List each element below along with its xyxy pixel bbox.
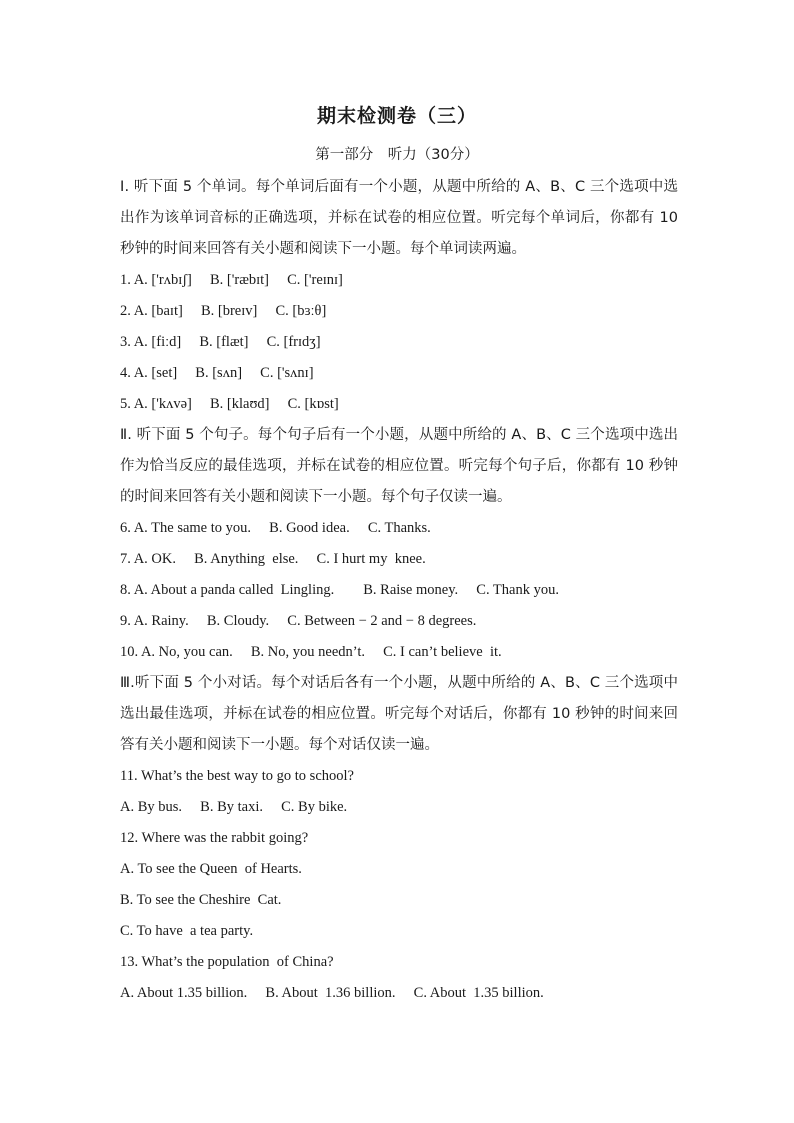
question-3: 3. A. [fiːd] B. [flæt] C. [frɪdʒ] xyxy=(120,334,321,350)
question-13: 13. What’s the population of China? xyxy=(120,954,334,970)
question-10: 10. A. No, you can. B. No, you needn’t. C. I can’t believe it. xyxy=(120,644,502,660)
page-title: 期末检测卷（三） xyxy=(316,105,477,127)
question-1: 1. A. ['rʌbɪʃ] B. ['ræbɪt] C. ['reɪnɪ] xyxy=(120,272,343,288)
section-2-instruction: Ⅱ. 听下面 5 个句子。每个句子后有一个小题，从题中所给的 A、B、C 三个选项中选出作为恰当反应的最佳选项，并标在试卷的相应位置。听完每个句子后，你都有 10 秒钟的时间来回答有关小题和阅读下一小题。每个句子仅读一遍。 xyxy=(120,427,678,505)
question-8: 8. A. About a panda called Lingling. B. Raise money. C. Thank you. xyxy=(120,582,559,598)
question-5: 5. A. ['kʌvə] B. [klaʊd] C. [kɒst] xyxy=(120,396,339,412)
page-subtitle: 第一部分 听力（30分） xyxy=(315,147,479,163)
question-11-options: A. By bus. B. By taxi. C. By bike. xyxy=(120,799,348,815)
question-6: 6. A. The same to you. B. Good idea. C. Thanks. xyxy=(120,520,431,536)
exam-body xyxy=(120,172,678,1009)
section-3-instruction: Ⅲ.听下面 5 个小对话。每个对话后各有一个小题，从题中所给的 A、B、C 三个选项中选出最佳选项，并标在试卷的相应位置。听完每个对话后，你都有 10 秒钟的时间来回答有关小题和阅读下一小题。每个对话仅读一遍。 xyxy=(120,675,678,753)
question-12-option-c: C. To have a tea party. xyxy=(120,923,254,939)
question-12-option-b: B. To see the Cheshire Cat. xyxy=(120,892,282,908)
question-12: 12. Where was the rabbit going? xyxy=(120,830,309,846)
question-12-option-a: A. To see the Queen of Hearts. xyxy=(120,861,302,877)
question-7: 7. A. OK. B. Anything else. C. I hurt my knee. xyxy=(120,551,426,567)
section-1-instruction: Ⅰ. 听下面 5 个单词。每个单词后面有一个小题，从题中所给的 A、B、C 三个选项中选出作为该单词音标的正确选项，并标在试卷的相应位置。听完每个单词后，你都有 10 秒钟的时间来回答有关小题和阅读下一小题。每个单词读两遍。 xyxy=(120,179,678,257)
question-11: 11. What’s the best way to go to school? xyxy=(120,768,354,784)
question-9: 9. A. Rainy. B. Cloudy. C. Between − 2 and − 8 degrees. xyxy=(120,613,477,629)
question-2: 2. A. [baɪt] B. [breɪv] C. [bɜːθ] xyxy=(120,303,327,319)
question-4: 4. A. [set] B. [sʌn] C. ['sʌnɪ] xyxy=(120,365,314,381)
question-13-options: A. About 1.35 billion. B. About 1.36 billion. C. About 1.35 billion. xyxy=(120,985,544,1001)
